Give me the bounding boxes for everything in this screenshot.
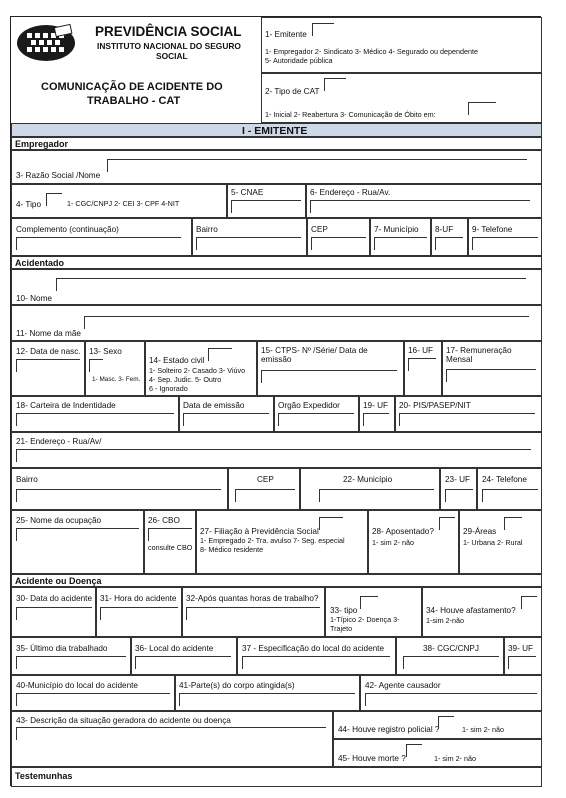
cbo-cell[interactable] (144, 510, 196, 574)
telefone-acidentado-label: 24- Telefone (482, 475, 527, 484)
telefone-acidentado-cell[interactable] (477, 468, 542, 510)
bairro-acidentado-cell[interactable] (11, 468, 228, 510)
empregador-title: Empregador (15, 139, 69, 149)
cat-type-box[interactable] (261, 73, 542, 123)
identidade-field[interactable] (16, 413, 174, 426)
municipio-acidentado-cell[interactable] (300, 468, 440, 510)
emitente-options-2: 5- Autoridade pública (265, 56, 333, 65)
complemento-label: Complemento (continuação) (16, 225, 119, 234)
uf23-cell[interactable] (440, 468, 477, 510)
estado-civil-label: 14- Estado civil (149, 356, 205, 365)
previdencia-logo-icon (15, 23, 77, 63)
cat-form (10, 16, 541, 786)
endereco-empregador-cell[interactable] (306, 184, 542, 218)
local-acidente-field[interactable] (135, 656, 231, 669)
data-nasc-label: 12- Data de nasc. (16, 347, 81, 356)
estado-civil-options-3: 6 - Ignorado (149, 384, 188, 393)
filiacao-label: 27- Filiação à Previdência Social (200, 527, 319, 536)
uf16-field[interactable] (408, 358, 436, 371)
ctps-label: 15- CTPS- Nº /Série/ Data de (261, 346, 368, 355)
partes-corpo-cell[interactable] (175, 675, 360, 711)
filiacao-field[interactable] (319, 517, 343, 530)
filiacao-cell[interactable] (196, 510, 368, 574)
data-emissao-field[interactable] (183, 413, 269, 426)
registro-policial-options: 1- sim 2- não (462, 725, 504, 734)
orgao-expedidor-cell[interactable] (274, 396, 359, 432)
municipio-empregador-field[interactable] (374, 237, 427, 250)
data-nasc-field[interactable] (16, 359, 80, 372)
nome-cell[interactable] (11, 269, 542, 305)
empregador-header (11, 137, 542, 150)
cnae-field[interactable] (231, 200, 301, 213)
section-emitente-title: I - EMITENTE (242, 125, 308, 137)
sexo-options: 1- Masc. 3- Fem. (92, 376, 141, 383)
cgc-cnpj-label: 38- CGC/CNPJ (423, 644, 479, 653)
agente-causador-cell[interactable] (360, 675, 542, 711)
remuneracao-label: 17- Remuneração (446, 346, 512, 355)
agente-causador-label: 42- Agente causador (365, 681, 441, 690)
testemunhas-header (11, 767, 542, 787)
cep-empregador-cell[interactable] (307, 218, 370, 256)
section-emitente-bar (11, 123, 542, 137)
ctps-label-2: emissão (261, 355, 292, 364)
aposentado-field[interactable] (439, 517, 455, 530)
areas-field[interactable] (504, 517, 522, 530)
houve-morte-options: 1- sim 2- não (434, 754, 476, 763)
orgao-expedidor-label: Orgão Expedidor (278, 401, 340, 410)
afastamento-cell[interactable] (422, 587, 542, 637)
descricao-field[interactable] (16, 727, 326, 740)
estado-civil-cell[interactable] (145, 341, 257, 396)
uf19-cell[interactable] (359, 396, 395, 432)
endereco-acidentado-field[interactable] (16, 449, 531, 462)
testemunhas-title: Testemunhas (15, 771, 73, 781)
consulte-cbo-note: consulte CBO (148, 543, 193, 552)
emitente-label: 1- Emitente (265, 30, 307, 39)
endereco-acidentado-cell[interactable] (11, 432, 542, 468)
cat-type-field[interactable] (324, 78, 346, 91)
cep-acidentado-cell[interactable] (228, 468, 300, 510)
areas-label: 29-Áreas (463, 527, 497, 536)
areas-options: 1- Urbana 2- Rural (463, 538, 523, 547)
ocupacao-field[interactable] (16, 528, 139, 541)
bairro-empregador-cell[interactable] (192, 218, 307, 256)
municipio-acidentado-field[interactable] (319, 489, 434, 502)
areas-cell[interactable] (459, 510, 542, 574)
tipo-acidente-field[interactable] (360, 596, 378, 609)
pis-field[interactable] (399, 413, 535, 426)
tipo-options: 1- CGC/CNPJ 2- CEI 3- CPF 4-NIT (67, 199, 180, 208)
form-title-line2: TRABALHO - CAT (87, 95, 181, 107)
filiacao-options-2: 8- Médico residente (200, 545, 264, 554)
houve-morte-label: 45- Houve morte ? (338, 754, 406, 763)
data-emissao-label: Data de emissão (183, 401, 245, 410)
descricao-label: 43- Descrição da situação geradora do acidente ou doença (16, 716, 231, 725)
ultimo-dia-cell[interactable] (11, 637, 131, 675)
apos-horas-field[interactable] (186, 607, 320, 620)
pis-label: 20- PIS/PASEP/NIT (399, 401, 471, 410)
filiacao-options-1: 1- Empregado 2- Tra. avulso 7- Seg. especial (200, 536, 345, 545)
uf-empregador-field[interactable] (435, 237, 463, 250)
houve-morte-cell[interactable] (333, 739, 542, 767)
remuneracao-cell[interactable] (442, 341, 542, 396)
municipio-local-label: 40-Município do local do acidente (16, 681, 138, 690)
cnae-label: 5- CNAE (231, 188, 264, 197)
tipo-cell[interactable] (11, 184, 227, 218)
hora-acidente-field[interactable] (100, 607, 178, 620)
data-emissao-cell[interactable] (179, 396, 274, 432)
municipio-empregador-cell[interactable] (370, 218, 431, 256)
partes-corpo-field[interactable] (179, 693, 355, 706)
acidente-header (11, 574, 542, 587)
uf39-cell[interactable] (504, 637, 542, 675)
uf39-field[interactable] (508, 656, 536, 669)
uf-empregador-label: 8-UF (435, 225, 454, 234)
local-acidente-cell[interactable] (131, 637, 237, 675)
sexo-label: 13- Sexo (89, 347, 122, 356)
cep-acidentado-field[interactable] (235, 489, 295, 502)
tipo-label: 4- Tipo (16, 200, 42, 209)
hora-acidente-label: 31- Hora do acidente (100, 594, 177, 603)
especificacao-local-field[interactable] (242, 656, 390, 669)
institute-name: INSTITUTO NACIONAL DO SEGURO (97, 41, 241, 51)
acidentado-title: Acidentado (15, 258, 65, 268)
bairro-acidentado-field[interactable] (16, 489, 221, 502)
remuneracao-field[interactable] (446, 369, 536, 382)
complemento-cell[interactable] (11, 218, 192, 256)
municipio-local-cell[interactable] (11, 675, 175, 711)
especificacao-local-label: 37 - Especificação do local do acidente (242, 644, 385, 653)
complemento-field[interactable] (16, 237, 181, 250)
registro-policial-field[interactable] (438, 716, 454, 729)
cnae-cell[interactable] (227, 184, 306, 218)
uf39-label: 39- UF (508, 644, 534, 653)
cgc-cnpj-field[interactable] (403, 656, 499, 669)
razao-social-label: 3- Razão Social /Nome (16, 171, 101, 180)
uf23-label: 23- UF (445, 475, 471, 484)
hora-acidente-cell[interactable] (96, 587, 182, 637)
sexo-cell[interactable] (85, 341, 145, 396)
ctps-field[interactable] (261, 370, 397, 383)
uf16-label: 16- UF (408, 346, 434, 355)
telefone-acidentado-field[interactable] (482, 489, 538, 502)
aposentado-options: 1- sim 2- não (372, 538, 414, 547)
municipio-acidentado-label: 22- Município (343, 475, 393, 484)
apos-horas-cell[interactable] (182, 587, 325, 637)
aposentado-label: 28- Aposentado? (372, 527, 434, 536)
afastamento-field[interactable] (521, 596, 537, 609)
emitente-type-box[interactable] (261, 17, 542, 73)
registro-policial-cell[interactable] (333, 711, 542, 739)
tipo-acidente-label: 33- tipo (330, 606, 358, 615)
ctps-cell[interactable] (257, 341, 404, 396)
afastamento-label: 34- Houve afastamento? (426, 606, 516, 615)
afastamento-options: 1-sim 2-não (426, 616, 464, 625)
data-acidente-field[interactable] (16, 607, 92, 620)
razao-social-field[interactable] (107, 159, 527, 172)
acidentado-header (11, 256, 542, 269)
emitente-options: 1- Empregador 2- Sindicato 3- Médico 4- Segurado ou dependente (265, 47, 478, 56)
registro-policial-label: 44- Houve registro policial ? (338, 725, 440, 734)
partes-corpo-label: 41-Parte(s) do corpo atingida(s) (179, 681, 295, 690)
org-name: PREVIDÊNCIA SOCIAL (95, 24, 242, 39)
uf23-field[interactable] (445, 489, 473, 502)
cbo-label: 26- CBO (148, 516, 180, 525)
cat-type-options: 1- Inicial 2- Reabertura 3- Comunicação de Óbito em: (265, 110, 436, 119)
bairro-empregador-label: Bairro (196, 225, 218, 234)
nome-mae-field[interactable] (84, 316, 529, 329)
agente-causador-field[interactable] (365, 693, 537, 706)
ultimo-dia-label: 35- Último dia trabalhado (16, 644, 108, 653)
acidente-title: Acidente ou Doença (15, 576, 102, 586)
aposentado-cell[interactable] (368, 510, 459, 574)
endereco-empregador-label: 6- Endereço - Rua/Av. (310, 188, 391, 197)
remuneracao-label-2: Mensal (446, 355, 473, 364)
cep-empregador-label: CEP (311, 225, 328, 234)
cgc-cnpj-cell[interactable] (396, 637, 504, 675)
data-acidente-label: 30- Data do acidente (16, 594, 93, 603)
telefone-empregador-cell[interactable] (468, 218, 542, 256)
cat-type-label: 2- Tipo de CAT (265, 87, 320, 96)
nome-field[interactable] (56, 278, 526, 291)
municipio-local-field[interactable] (16, 693, 170, 706)
cep-acidentado-label: CEP (257, 475, 274, 484)
uf19-field[interactable] (363, 413, 389, 426)
descricao-cell[interactable] (11, 711, 333, 767)
estado-civil-options-1: 1- Solteiro 2- Casado 3- Viúvo (149, 366, 246, 375)
estado-civil-options-2: 4- Sep. Judic. 5- Outro (149, 375, 222, 384)
sexo-field[interactable] (89, 359, 103, 372)
uf16-cell[interactable] (404, 341, 442, 396)
local-acidente-label: 36- Local do acidente (135, 644, 214, 653)
pis-cell[interactable] (395, 396, 542, 432)
nome-mae-label: 11- Nome da mãe (16, 329, 81, 338)
tipo-acidente-cell[interactable] (325, 587, 422, 637)
razao-social-cell[interactable] (11, 150, 542, 184)
emitente-field[interactable] (312, 23, 334, 36)
cep-empregador-field[interactable] (311, 237, 366, 250)
cbo-field[interactable] (148, 528, 192, 541)
obito-date-field[interactable] (468, 102, 496, 115)
data-nasc-cell[interactable] (11, 341, 85, 396)
orgao-expedidor-field[interactable] (278, 413, 354, 426)
identidade-label: 18- Carteira de Indentidade (16, 401, 116, 410)
form-title-line1: COMUNICAÇÃO DE ACIDENTE DO (41, 81, 223, 93)
apos-horas-label: 32-Após quantas horas de trabalho? (186, 594, 319, 603)
bairro-acidentado-label: Bairro (16, 475, 38, 484)
uf-empregador-cell[interactable] (431, 218, 468, 256)
header-left (11, 17, 261, 123)
telefone-empregador-field[interactable] (472, 237, 538, 250)
municipio-empregador-label: 7- Município (374, 225, 419, 234)
institute-social: SOCIAL (156, 51, 188, 61)
endereco-empregador-field[interactable] (310, 200, 530, 213)
estado-civil-field[interactable] (208, 348, 232, 361)
ultimo-dia-field[interactable] (16, 656, 126, 669)
tipo-field[interactable] (46, 193, 62, 206)
ocupacao-label: 25- Nome da ocupação (16, 516, 102, 525)
uf19-label: 19- UF (363, 401, 389, 410)
tipo-acidente-options-2: Trajeto (330, 624, 353, 633)
identidade-cell[interactable] (11, 396, 179, 432)
endereco-acidentado-label: 21- Endereço - Rua/Av/ (16, 437, 102, 446)
especificacao-local-cell[interactable] (237, 637, 396, 675)
ocupacao-cell[interactable] (11, 510, 144, 574)
nome-label: 10- Nome (16, 294, 52, 303)
data-acidente-cell[interactable] (11, 587, 96, 637)
telefone-empregador-label: 9- Telefone (472, 225, 513, 234)
bairro-empregador-field[interactable] (196, 237, 301, 250)
houve-morte-field[interactable] (406, 744, 422, 757)
nome-mae-cell[interactable] (11, 305, 542, 341)
tipo-acidente-options: 1-Típico 2- Doença 3- (330, 615, 400, 624)
